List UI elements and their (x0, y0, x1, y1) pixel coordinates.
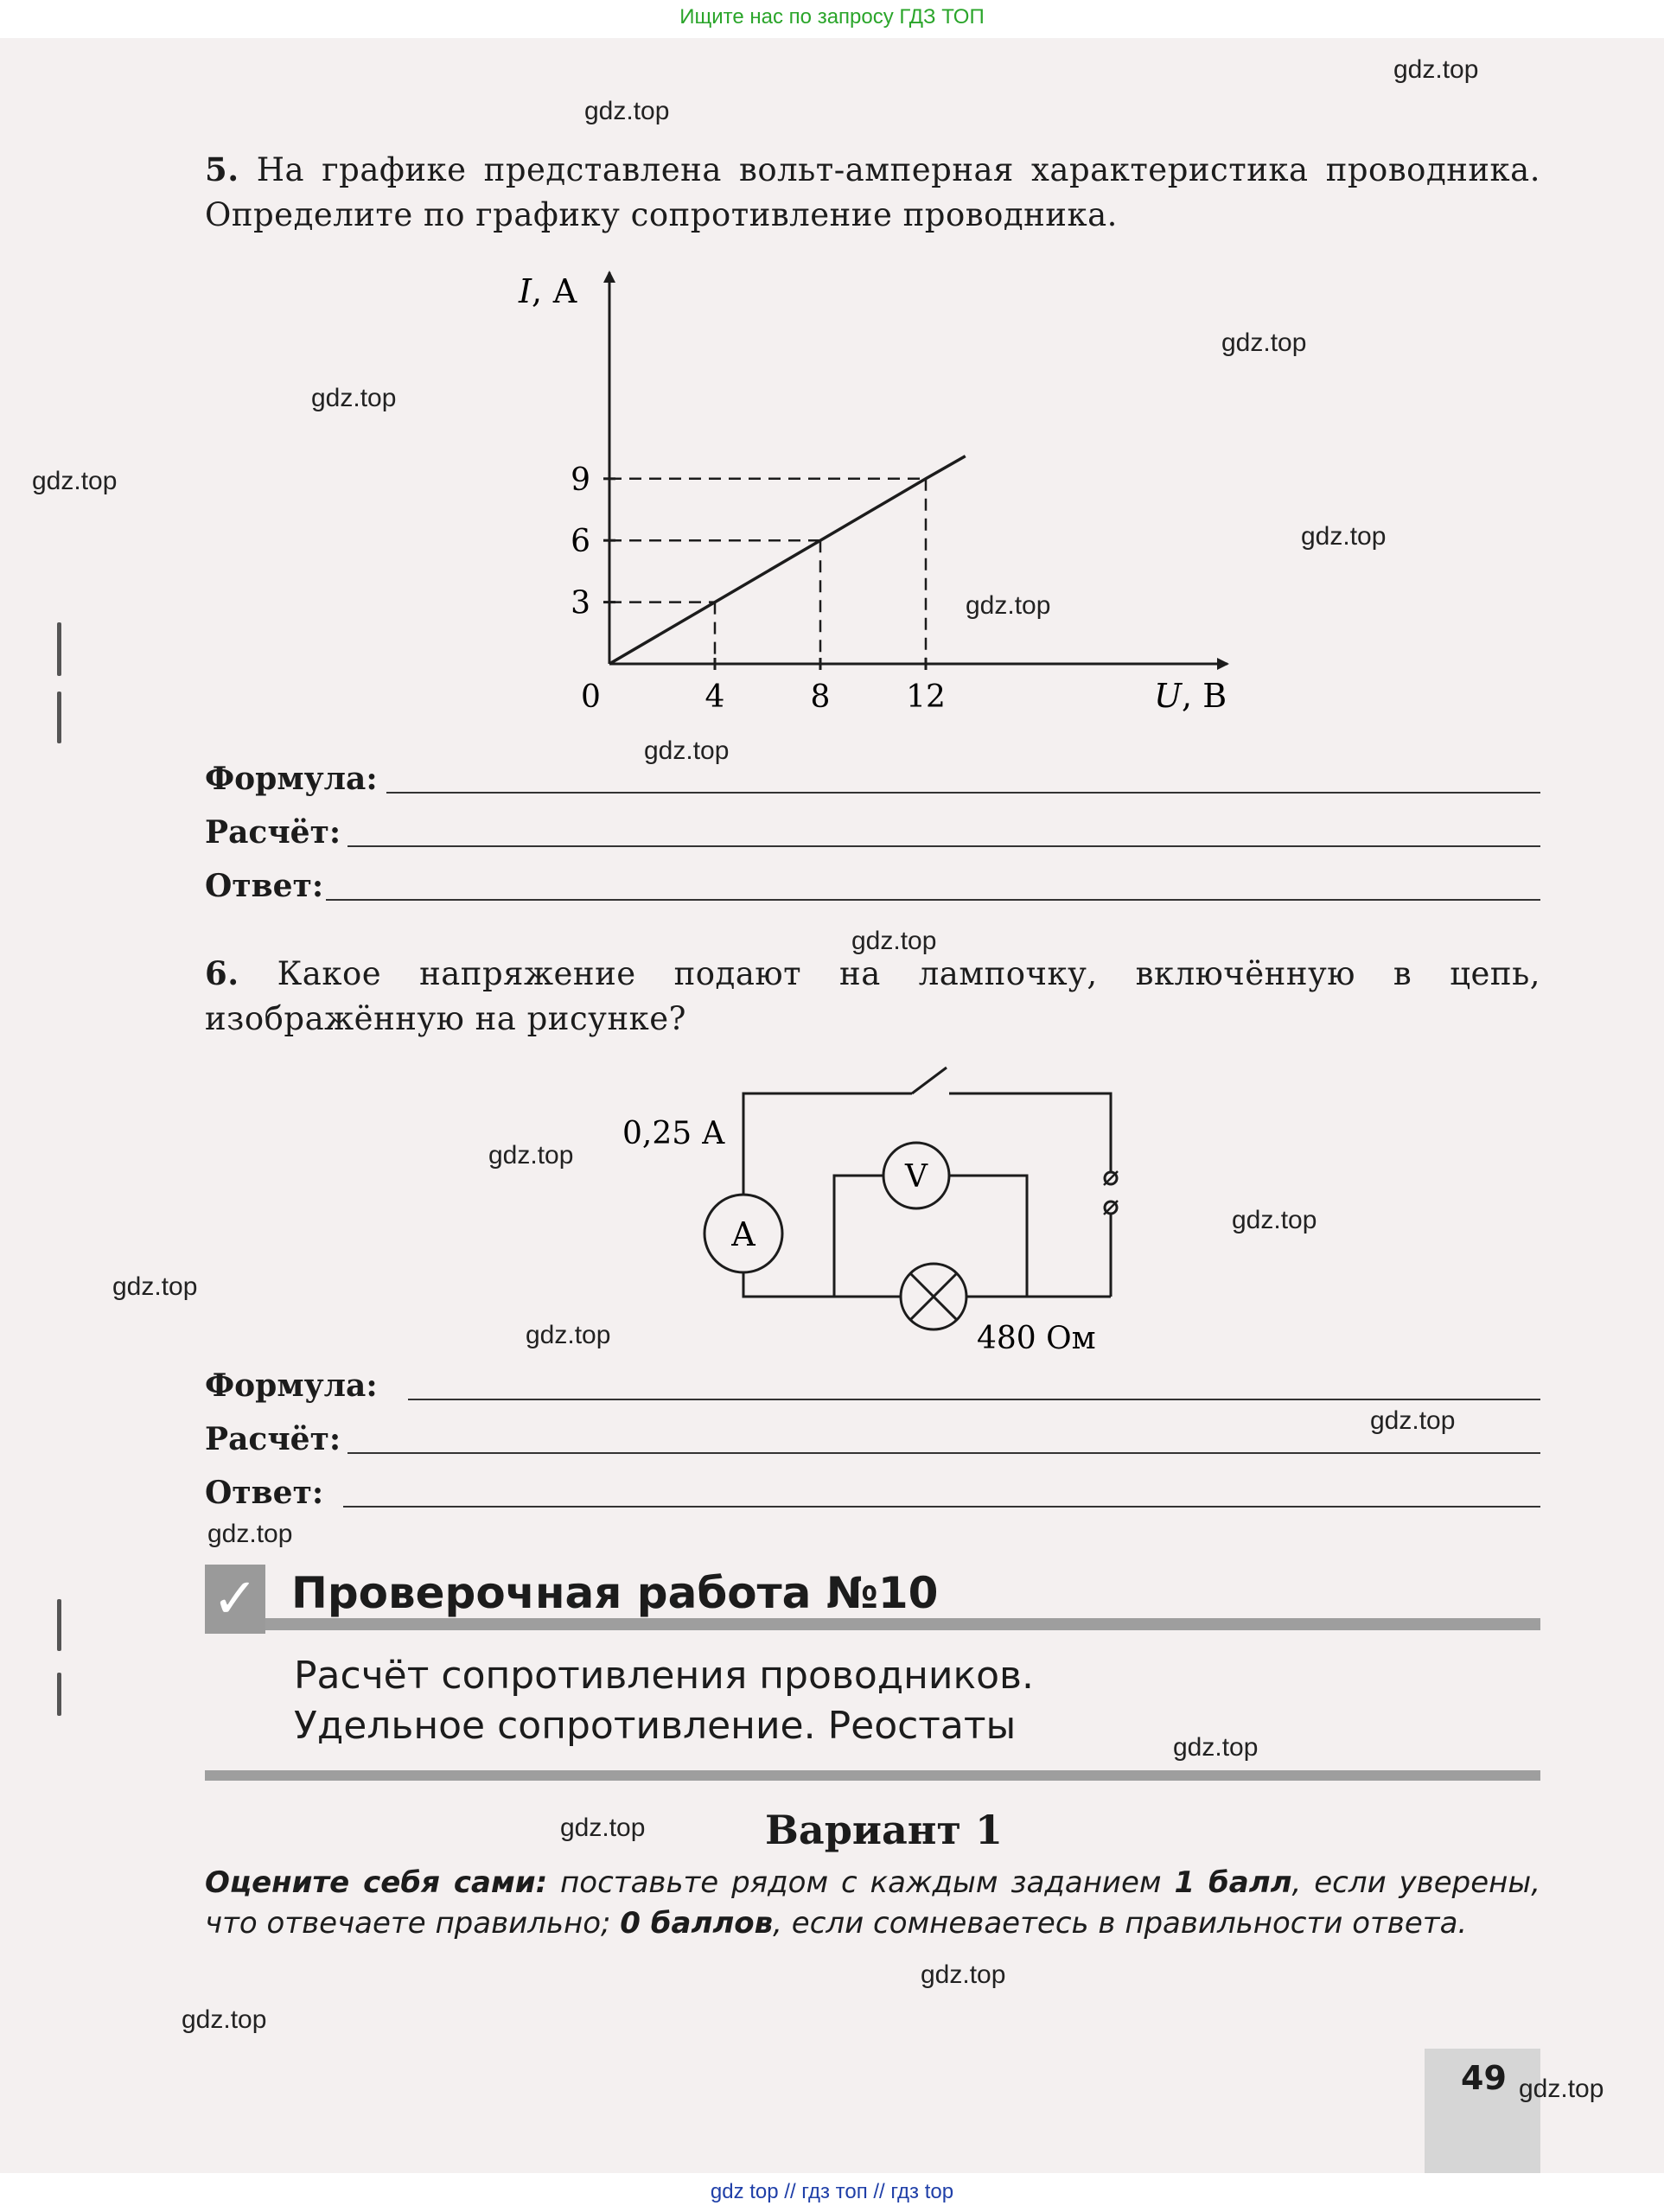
y-tick-label: 9 (571, 462, 590, 498)
y-axis-label (518, 272, 577, 310)
watermark: gdz.top (311, 384, 397, 412)
q6-calc-line[interactable] (347, 1452, 1540, 1454)
section-header (205, 1565, 1540, 1634)
watermark: gdz.top (1393, 55, 1479, 84)
y-tick-label: 3 (571, 585, 590, 622)
y-axis-var: I (519, 272, 532, 310)
q6-answer-line[interactable] (343, 1506, 1540, 1508)
section-subtitle (294, 1651, 1504, 1751)
note-bold-3: 0 баллов (620, 1906, 774, 1941)
q5-answer-label: Ответ: (205, 868, 324, 904)
ammeter-symbol: A (731, 1215, 755, 1253)
watermark: gdz.top (1519, 2075, 1604, 2103)
q6-calc-field[interactable] (205, 1411, 1540, 1461)
q5-answer-field[interactable] (205, 857, 1540, 908)
question-6-text (205, 951, 1540, 1042)
watermark: gdz.top (851, 927, 937, 955)
margin-mark (57, 1673, 61, 1716)
margin-mark (57, 1599, 61, 1651)
circuit-wire-top-right (949, 1093, 1111, 1171)
margin-mark (57, 622, 61, 676)
question-6-number: 6. (205, 954, 239, 992)
margin-mark (57, 692, 61, 743)
q5-answer-line[interactable] (326, 899, 1540, 901)
x-tick-label: 8 (810, 679, 831, 715)
top-banner[interactable]: Ищите нас по запросу ГДЗ ТОП (679, 5, 985, 29)
watermark: gdz.top (1301, 522, 1387, 551)
watermark: gdz.top (921, 1960, 1006, 1989)
page-number: 49 (1461, 2059, 1507, 2097)
watermark: gdz.top (32, 467, 118, 495)
checkmark-icon: ✓ (205, 1565, 265, 1634)
watermark: gdz.top (207, 1520, 293, 1548)
q5-formula-line[interactable] (386, 792, 1540, 794)
variant-title: Вариант 1 (765, 1807, 1003, 1853)
q6-formula-label: Формула: (205, 1367, 378, 1404)
note-text-1: поставьте рядом с каждым заданием (547, 1865, 1175, 1900)
circuit-wire-top-left (743, 1093, 912, 1210)
q6-answer-field[interactable] (205, 1464, 1540, 1514)
header-bar (265, 1618, 1540, 1630)
note-bold-2: 1 балл (1174, 1865, 1292, 1900)
q5-calc-line[interactable] (347, 845, 1540, 847)
q5-calc-field[interactable] (205, 804, 1540, 854)
q5-calc-label: Расчёт: (205, 814, 341, 851)
q6-formula-line[interactable] (408, 1399, 1540, 1400)
note-text-3: , если сомневаетесь в правильности ответа. (773, 1906, 1468, 1941)
subtitle-line-1: Расчёт сопротивления проводников. (294, 1654, 1034, 1698)
voltmeter-symbol: V (905, 1159, 928, 1195)
q6-answer-label: Ответ: (205, 1475, 324, 1511)
q6-formula-field[interactable] (205, 1357, 1540, 1407)
question-6-body: Какое напряжение подают на лампочку, включённую в цепь, изображённую на рисунке? (205, 955, 1540, 1037)
q5-formula-label: Формула: (205, 761, 378, 797)
question-5-body: На графике представлена вольт-амперная характеристика проводника. Определите по графику сопротивление проводника. (205, 151, 1540, 233)
subtitle-line-2: Удельное сопротивление. Реостаты (294, 1704, 1017, 1748)
watermark: gdz.top (526, 1321, 611, 1349)
section-title: Проверочная работа №10 (291, 1568, 939, 1618)
watermark: gdz.top (1232, 1206, 1317, 1234)
question-5-number: 5. (205, 150, 239, 188)
self-assessment-note (205, 1863, 1540, 1944)
watermark: gdz.top (1221, 328, 1307, 357)
watermark: gdz.top (112, 1272, 198, 1301)
watermark: gdz.top (584, 97, 670, 125)
circuit-diagram (605, 1055, 1176, 1366)
watermark: gdz.top (1173, 1733, 1259, 1762)
iv-series-line (609, 456, 966, 664)
x-axis-label (1154, 677, 1227, 715)
resistance-label: 480 Ом (977, 1321, 1096, 1356)
note-bold-1: Оцените себя сами: (205, 1865, 548, 1900)
bottom-banner[interactable]: gdz top // гдз топ // гдз top (710, 2180, 954, 2203)
voltmeter-branch (834, 1176, 884, 1297)
watermark: gdz.top (488, 1141, 574, 1170)
x-axis-unit: , В (1182, 677, 1227, 715)
y-axis-unit: , А (532, 272, 577, 310)
current-label: 0,25 А (622, 1116, 725, 1151)
switch (912, 1068, 947, 1093)
watermark: gdz.top (182, 2005, 267, 2034)
q6-calc-label: Расчёт: (205, 1421, 341, 1457)
watermark: gdz.top (1370, 1406, 1456, 1435)
origin-label: 0 (581, 679, 601, 715)
x-axis-var: U (1154, 677, 1183, 715)
x-tick-label: 12 (906, 679, 946, 715)
watermark: gdz.top (560, 1814, 646, 1842)
watermark: gdz.top (966, 591, 1051, 620)
q5-formula-field[interactable] (205, 750, 1540, 800)
section-divider (205, 1770, 1540, 1781)
y-tick-label: 6 (571, 524, 590, 560)
note-text-2: , если уверены, что отвечаете правильно; (205, 1865, 1541, 1941)
watermark: gdz.top (644, 736, 730, 765)
x-tick-label: 4 (704, 679, 725, 715)
question-5-text (205, 147, 1540, 238)
iv-chart (484, 259, 1262, 726)
